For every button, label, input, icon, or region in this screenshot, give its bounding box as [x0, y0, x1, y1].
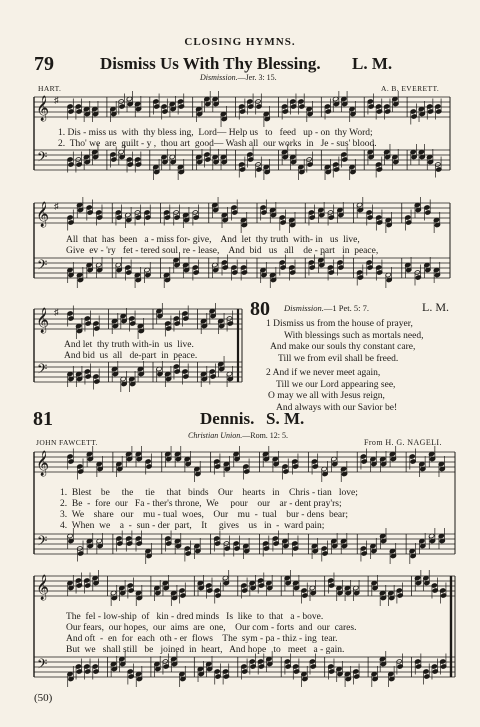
stanza-line: O may we all with Jesus reign,	[268, 391, 385, 401]
hymn-79-composer-right: A. B. EVERETT.	[381, 84, 440, 93]
hymn-79-subtitle-italic: Dismission.	[200, 73, 238, 82]
hymn-81-line2-verse-1: The fel - low-ship of kin - dred minds Is like to that a - bove.	[66, 612, 324, 622]
stanza-line: And always with our Savior be!	[276, 402, 398, 413]
hymn-79-composer-left: HART.	[38, 84, 62, 93]
hymn-81-composer-right: From H. G. NAGELI.	[364, 438, 442, 447]
stanza-line: And make our souls thy constant care,	[270, 342, 416, 352]
hymn-81-subtitle-ref: —Rom. 12: 5.	[242, 431, 289, 440]
bass-clef: 𝄢	[37, 533, 48, 552]
stanza-line: Till we from evil shall be freed.	[278, 353, 399, 364]
hymn-80-number: 80	[250, 298, 270, 320]
key-signature: ♯	[54, 95, 59, 105]
bass-clef: 𝄢	[37, 257, 48, 276]
hymn-80-meter: L. M.	[422, 300, 449, 314]
hymn-80-subtitle-italic: Dismission.	[284, 303, 324, 313]
treble-clef: 𝄞	[36, 96, 50, 121]
hymn-79-verse-2: 2. Tho' we are guilt - y , thou art good— Wash all our works in Je - sus' blood.	[58, 139, 377, 149]
stanza-line: 2 And if we never meet again,	[266, 368, 381, 378]
hymn-79-number: 79	[34, 53, 54, 75]
hymn-81-line2-verse-4: But we shall still be joined in heart, And hope to meet a - gain.	[66, 645, 345, 655]
hymn-81-meter: S. M.	[266, 409, 305, 428]
stanza-line: Till we our Lord appearing see,	[276, 379, 396, 390]
hymn-79-line2-a: All that has been a - miss for- give, And let thy truth with- in us live,	[66, 235, 360, 245]
bass-clef: 𝄢	[37, 149, 48, 168]
treble-clef: 𝄞	[36, 202, 50, 227]
hymn-79-title: Dismiss Us With Thy Blessing.	[100, 54, 321, 73]
hymn-81-number: 81	[33, 408, 53, 430]
hymn-81-verse-1: 1. Blest be the tie that binds Our hearts in Chris - tian love;	[60, 488, 358, 498]
treble-clef: 𝄞	[36, 575, 50, 600]
bass-clef: 𝄢	[37, 656, 48, 675]
hymn-81-verse-4: 4. When we a - sun - der part, It gives us in - ward pain;	[60, 521, 325, 531]
hymn-79-line3-a: And let thy truth with-in us live.	[64, 340, 194, 350]
hymn-79-line2-b: Give ev - 'ry fet - tered soul re - lease, And bid us all de - part in peace,	[66, 246, 379, 256]
hymn-79-line3-b: And bid us all de-part in peace.	[64, 351, 198, 361]
running-head: CLOSING HYMNS.	[184, 36, 296, 48]
hymn-81-composer-left: JOHN FAWCETT.	[36, 438, 98, 447]
hymn-79-verse-1: 1. Dis - miss us with thy bless ing, Lord— Help us to feed up - on thy Word;	[58, 128, 373, 138]
hymn-81-title: Dennis.	[200, 409, 255, 428]
hymn-81-verse-2: 2. Be - fore our Fa - ther's throne, We pour our ar - dent pray'rs;	[60, 499, 342, 509]
hymn-81-line2-verse-3: And oft - en for each oth - er flows The sym - pa - thiz - ing tear.	[66, 634, 338, 644]
hymn-79-subtitle-ref: —Jer. 3: 15.	[237, 73, 277, 82]
key-signature: ♯	[54, 307, 59, 317]
treble-clef: 𝄞	[36, 308, 50, 333]
key-signature: ♯	[54, 201, 59, 211]
hymn-79-meter: L. M.	[352, 54, 393, 73]
hymn-81-verse-3: 3. We share our mu - tual woes, Our mu - tual bur - dens bear;	[60, 510, 348, 520]
hymn-81-line2-verse-2: Our fears, our hopes, our aims are one, Our com - forts and our cares.	[66, 623, 357, 633]
stanza-line: With blessings such as mortals need,	[284, 330, 424, 341]
hymn-81-subtitle-italic: Christian Union.	[188, 431, 243, 440]
bass-clef: 𝄢	[37, 361, 48, 380]
treble-clef: 𝄞	[36, 451, 50, 476]
stanza-line: 1 Dismiss us from the house of prayer,	[266, 319, 413, 329]
hymn-80-subtitle-ref: —1 Pet. 5: 7.	[323, 303, 370, 313]
page-number: (50)	[34, 692, 53, 704]
